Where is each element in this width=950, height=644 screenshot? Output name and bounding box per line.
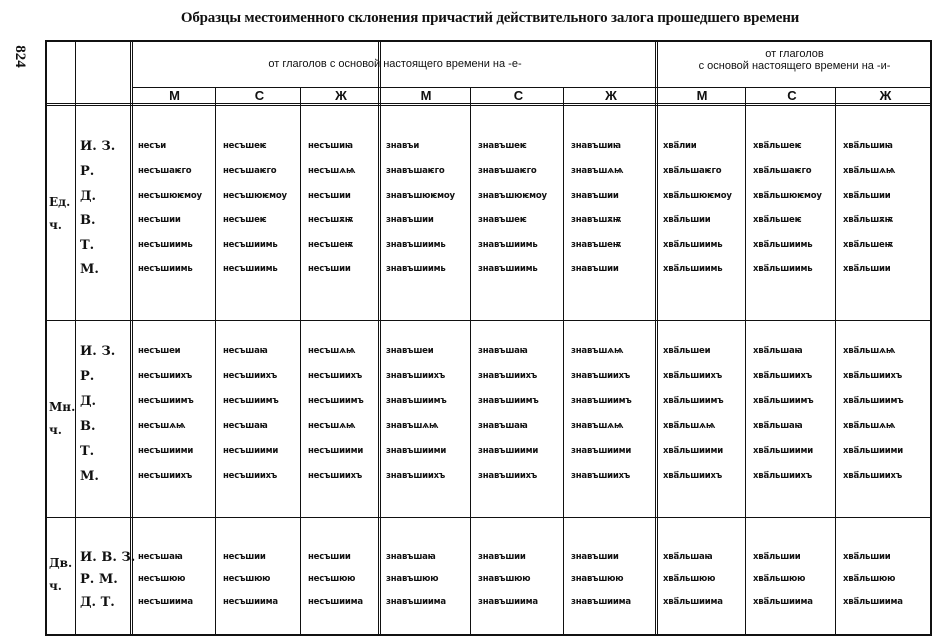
form-cell: несъшиими (308, 446, 364, 456)
form-cell: знавъшиихъ (478, 371, 538, 381)
column-divider (563, 87, 564, 634)
case-label: Т. (80, 444, 95, 459)
form-cell: хва҃льшиимь (663, 240, 723, 250)
form-cell: несъшаѥго (138, 166, 192, 176)
form-cell: хва҃льшиихъ (663, 371, 723, 381)
form-cell: несъшюѥмоу (223, 191, 287, 201)
form-cell: хва҃льшеѥ (753, 215, 802, 225)
form-cell: несъшаꙗ (223, 421, 268, 431)
case-label: Д. (80, 189, 97, 204)
form-cell: хва҃льшии (843, 552, 891, 562)
number-label-part: ч. (49, 579, 62, 593)
form-cell: хва҃льшюѥмоу (663, 191, 732, 201)
form-cell: хва҃льшиима (843, 597, 903, 607)
form-cell: несъшиимь (138, 240, 193, 250)
column-divider (655, 42, 658, 634)
gender-header: М (420, 88, 432, 103)
form-cell: хва҃льшиима (663, 597, 723, 607)
form-cell: несъшии (308, 191, 351, 201)
column-divider (75, 42, 76, 634)
form-cell: хва҃льшѧѩ (843, 421, 896, 431)
form-cell: знавъшиимъ (386, 396, 447, 406)
form-cell: знавъшѧѩ (386, 421, 439, 431)
column-divider (745, 87, 746, 634)
form-cell: несъшеѥ (223, 215, 267, 225)
column-divider (470, 87, 471, 634)
gender-header: С (254, 88, 265, 103)
form-cell: несъшии (308, 264, 351, 274)
form-cell: хва҃льшиимь (753, 264, 813, 274)
header-bottom-divider (47, 103, 930, 106)
gender-header: Ж (605, 88, 617, 103)
case-label: И. З. (80, 344, 116, 359)
column-divider (835, 87, 836, 634)
form-cell: хва҃льшиихъ (843, 371, 903, 381)
number-label-part: Дв. (49, 556, 73, 570)
form-cell: несъшеѭ (308, 240, 354, 250)
case-label: В. (80, 213, 96, 228)
form-cell: несъшюю (138, 574, 186, 584)
section-divider (47, 517, 930, 518)
form-cell: хва҃льшеѭ (843, 240, 893, 250)
form-cell: несъшиимь (138, 264, 193, 274)
form-cell: хва҃льшюю (663, 574, 716, 584)
case-label: В. (80, 419, 96, 434)
form-cell: хва҃льшиимь (753, 240, 813, 250)
form-cell: хва҃льшюѥмоу (753, 191, 822, 201)
form-cell: несъшиими (223, 446, 279, 456)
gender-header: М (696, 88, 708, 103)
form-cell: знавъшаꙗ (478, 421, 528, 431)
form-cell: несъшѧѩ (308, 166, 356, 176)
form-cell: знавъшѧѩ (571, 166, 624, 176)
form-cell: несъи (138, 141, 167, 151)
declension-table (45, 40, 932, 636)
case-label: И. В. З. (80, 550, 136, 565)
form-cell: знавъшии (571, 552, 619, 562)
form-cell: хва҃льшиихъ (753, 471, 813, 481)
form-cell: знавъшюю (478, 574, 531, 584)
form-cell: знавъшаѥго (478, 166, 537, 176)
form-cell: хва҃льшии (843, 191, 891, 201)
form-cell: несъшиима (138, 597, 193, 607)
form-cell: несъшѧѩ (138, 421, 186, 431)
column-divider (130, 42, 133, 634)
number-label (49, 191, 70, 237)
form-cell: несъшиихъ (308, 471, 363, 481)
form-cell: несъшиими (138, 446, 194, 456)
form-cell: знавъшѧѩ (571, 421, 624, 431)
form-cell: знавъшиихъ (571, 371, 631, 381)
number-label-part: Ед. (49, 195, 71, 209)
form-cell: хва҃льшаꙗ (753, 346, 803, 356)
form-cell: знавъшиихъ (386, 371, 446, 381)
form-cell: несъшюѥмоу (138, 191, 202, 201)
form-cell: знавъшиими (386, 446, 447, 456)
form-cell: несъшиимь (223, 240, 278, 250)
form-cell: знавъшюѥмоу (478, 191, 547, 201)
form-cell: хва҃льшиихъ (843, 471, 903, 481)
form-cell: несъшиихъ (223, 471, 278, 481)
form-cell: несъшиихъ (138, 371, 193, 381)
form-cell: знавъшаѥго (386, 166, 445, 176)
case-label: М. (80, 469, 99, 484)
case-label: Р. (80, 369, 95, 384)
section-divider (47, 320, 930, 321)
form-cell: хва҃льшюю (843, 574, 896, 584)
form-cell: хва҃льшюю (753, 574, 806, 584)
form-cell: хва҃льшиимь (663, 264, 723, 274)
form-cell: знавъшии (478, 552, 526, 562)
form-cell: знавъшеѥ (478, 215, 527, 225)
case-label: Т. (80, 238, 95, 253)
form-cell: несъшаꙗ (223, 346, 268, 356)
page-number: 824 (11, 45, 28, 68)
form-cell: знавъшиима (386, 597, 446, 607)
case-label: Д. Т. (80, 595, 115, 610)
gender-header: С (787, 88, 797, 103)
form-cell: знавъшеи (386, 346, 434, 356)
form-cell: несъшѧѩ (308, 346, 356, 356)
form-cell: несъшаѥго (223, 166, 277, 176)
form-cell: хва҃льшиима (753, 597, 813, 607)
column-divider (378, 42, 381, 634)
form-cell: несъшиихъ (223, 371, 278, 381)
form-cell: хва҃льшѧѩ (663, 421, 716, 431)
form-cell: несъшиихъ (308, 371, 363, 381)
number-label-part: ч. (49, 218, 62, 232)
case-label: М. (80, 262, 99, 277)
form-cell: знавъшюю (571, 574, 624, 584)
number-label (49, 552, 72, 598)
form-cell: несъшиꙗ (308, 141, 353, 151)
form-cell: знавъшиимъ (478, 396, 539, 406)
form-cell: несъшюю (223, 574, 271, 584)
form-cell: знавъшеѥ (478, 141, 527, 151)
form-cell: несъшии (308, 552, 351, 562)
form-cell: хва҃льшиимъ (663, 396, 724, 406)
header-group-i-line2: с основой настоящего времени на -и- (698, 60, 891, 72)
case-label: Д. (80, 394, 97, 409)
form-cell: несъшюю (308, 574, 356, 584)
form-cell: хва҃льшиими (663, 446, 724, 456)
form-cell: хва҃льшиимъ (753, 396, 814, 406)
form-cell: знавъшюю (386, 574, 439, 584)
form-cell: знавъшѧѩ (571, 346, 624, 356)
form-cell: знавъшиими (478, 446, 539, 456)
header-group-i (657, 48, 932, 72)
form-cell: несъшеи (138, 346, 181, 356)
form-cell: хва҃льшѧѩ (843, 346, 896, 356)
form-cell: несъшиимъ (223, 396, 279, 406)
form-cell: знавъшии (571, 264, 619, 274)
form-cell: хва҃льшаꙗ (753, 421, 803, 431)
form-cell: хва҃льшаѥго (753, 166, 812, 176)
header-group-i-line1: от глаголов (765, 48, 824, 60)
gender-header: Ж (335, 88, 347, 103)
form-cell: хва҃льшии (843, 264, 891, 274)
form-cell: знавъшиимь (478, 264, 538, 274)
form-cell: несъшии (223, 552, 266, 562)
form-cell: хва҃льшиихъ (753, 371, 813, 381)
column-divider (300, 87, 301, 634)
form-cell: знавъшаꙗ (478, 346, 528, 356)
form-cell: хва҃льшаѥго (663, 166, 722, 176)
form-cell: знавъшиима (571, 597, 631, 607)
form-cell: знавъшиꙗ (571, 141, 621, 151)
form-cell: знавъшиими (571, 446, 632, 456)
form-cell: несъшиимъ (308, 396, 364, 406)
form-cell: знавъшиихъ (386, 471, 446, 481)
form-cell: хва҃льшеи (663, 346, 711, 356)
case-label: И. З. (80, 139, 116, 154)
form-cell: хва҃льшѧѩ (843, 166, 896, 176)
form-cell: знавъшиихъ (571, 471, 631, 481)
number-label-part: ч. (49, 423, 62, 437)
form-cell: хва҃льшиими (843, 446, 904, 456)
form-cell: несъшиима (308, 597, 363, 607)
form-cell: несъшиима (223, 597, 278, 607)
form-cell: знавъшиимь (386, 264, 446, 274)
form-cell: знавъшиима (478, 597, 538, 607)
column-divider (215, 87, 216, 634)
number-label-part: Мн. (49, 400, 76, 414)
form-cell: знавъшии (386, 215, 434, 225)
form-cell: хва҃льшии (753, 552, 801, 562)
form-cell: знавъшиимь (478, 240, 538, 250)
number-label (49, 396, 75, 442)
form-cell: хва҃льшиимъ (843, 396, 904, 406)
form-cell: несъшеѥ (223, 141, 267, 151)
form-cell: хва҃льшаꙗ (663, 552, 713, 562)
gender-header: Ж (879, 88, 892, 103)
form-cell: хва҃льшиꙗ (843, 141, 893, 151)
form-cell: знавъшиихъ (478, 471, 538, 481)
form-cell: знавъи (386, 141, 420, 151)
gender-header: М (169, 88, 180, 103)
form-cell: знавъшеѭ (571, 240, 622, 250)
form-cell: хва҃льшиими (753, 446, 814, 456)
form-cell: хва҃льшѫѭ (843, 215, 894, 225)
form-cell: знавъшюѥмоу (386, 191, 455, 201)
form-cell: несъшиимь (223, 264, 278, 274)
page-title: Образцы местоименного склонения причастий действительного залога прошедшего времени (180, 10, 800, 26)
form-cell: несъшѧѩ (308, 421, 356, 431)
form-cell: знавъшии (571, 191, 619, 201)
gender-header: С (513, 88, 524, 103)
case-label: Р. М. (80, 572, 118, 587)
form-cell: знавъшѫѭ (571, 215, 622, 225)
case-label: Р. (80, 164, 95, 179)
form-cell: хва҃льшеѥ (753, 141, 802, 151)
form-cell: несъшаꙗ (138, 552, 183, 562)
form-cell: знавъшиимъ (571, 396, 632, 406)
form-cell: несъшиимъ (138, 396, 194, 406)
form-cell: знавъшаꙗ (386, 552, 436, 562)
form-cell: несъшѫѭ (308, 215, 354, 225)
form-cell: знавъшиимь (386, 240, 446, 250)
form-cell: несъшии (138, 215, 181, 225)
header-group-e: от глаголов с основой настоящего времени на -е- (268, 58, 522, 70)
form-cell: несъшиихъ (138, 471, 193, 481)
form-cell: хва҃лии (663, 141, 697, 151)
form-cell: хва҃льшиихъ (663, 471, 723, 481)
form-cell: хва҃льшии (663, 215, 711, 225)
